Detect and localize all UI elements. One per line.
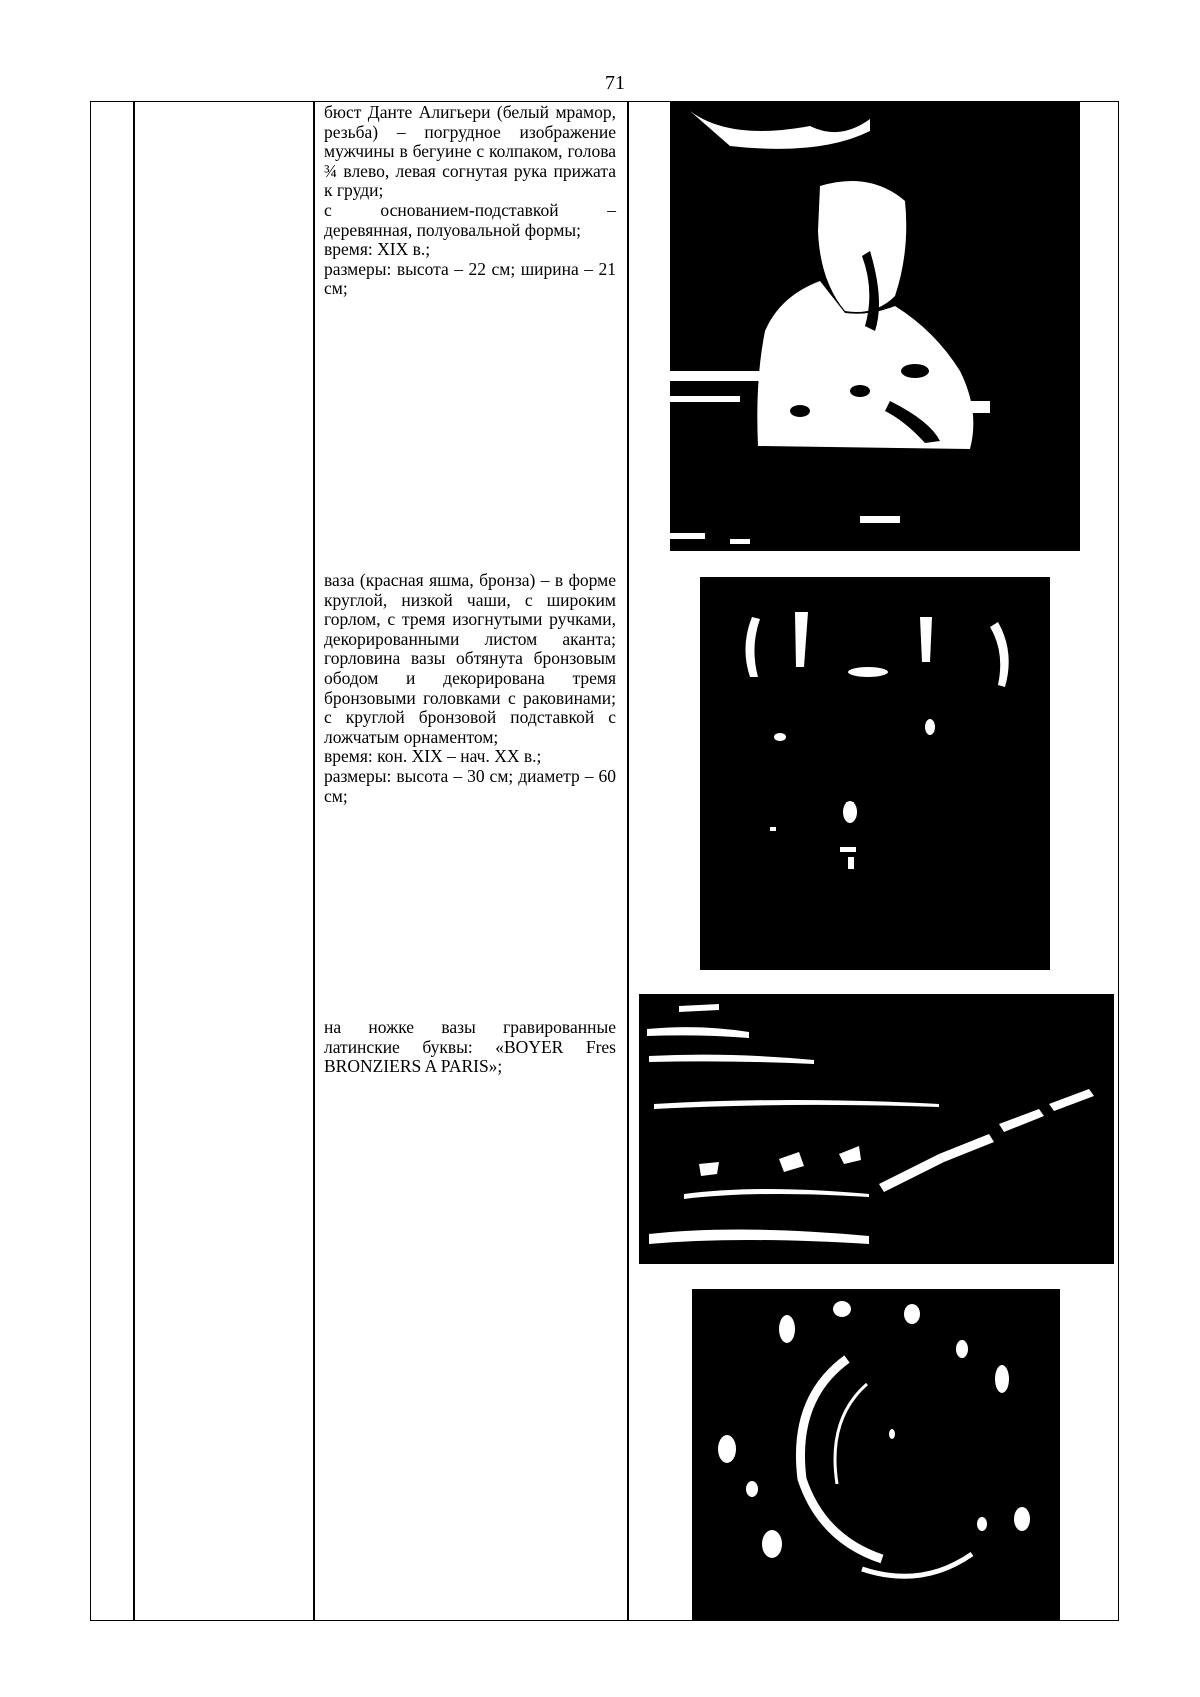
photo-vase-detail xyxy=(692,1289,1060,1621)
photo-dante-bust xyxy=(670,101,1080,551)
column-divider-1 xyxy=(133,101,135,1621)
description-line: время: XIX в.; xyxy=(324,239,431,260)
description-line: время: кон. XIX – нач. XX в.; xyxy=(324,746,542,767)
page-number: 71 xyxy=(605,72,625,94)
entry-description-inscription xyxy=(324,1018,616,1077)
column-divider-3 xyxy=(627,101,629,1621)
entry-description-vase xyxy=(324,571,616,806)
description-line: на ножке вазы гравированные латинские буквы: «BOYER Fres BRONZIERS A PARIS»; xyxy=(324,1017,616,1077)
description-line: размеры: высота – 30 см; диаметр – 60 см; xyxy=(324,765,616,806)
column-divider-2 xyxy=(313,101,315,1621)
photo-vase xyxy=(700,577,1050,970)
entry-description-bust xyxy=(324,103,616,299)
description-line: ваза (красная яшма, бронза) – в форме круглой, низкой чаши, с широким горлом, с тремя изогнутыми ручками, декорированными листом аканта; горловина вазы обтянута бронзовым ободом и декорирована тремя бронзовыми головками с раковинами; с круглой бронзовой подставкой с ложчатым орнаментом; xyxy=(324,570,616,747)
photo-vase-inscription xyxy=(639,994,1114,1264)
description-line: размеры: высота – 22 см; ширина – 21 см; xyxy=(324,258,616,299)
description-line: бюст Данте Алигьери (белый мрамор, резьба) – погрудное изображение мужчины в бегуине с колпаком, голова ¾ влево, левая согнутая рука прижата к груди; xyxy=(324,102,616,201)
description-line: с основанием-подставкой – деревянная, полуовальной формы; xyxy=(324,199,616,240)
